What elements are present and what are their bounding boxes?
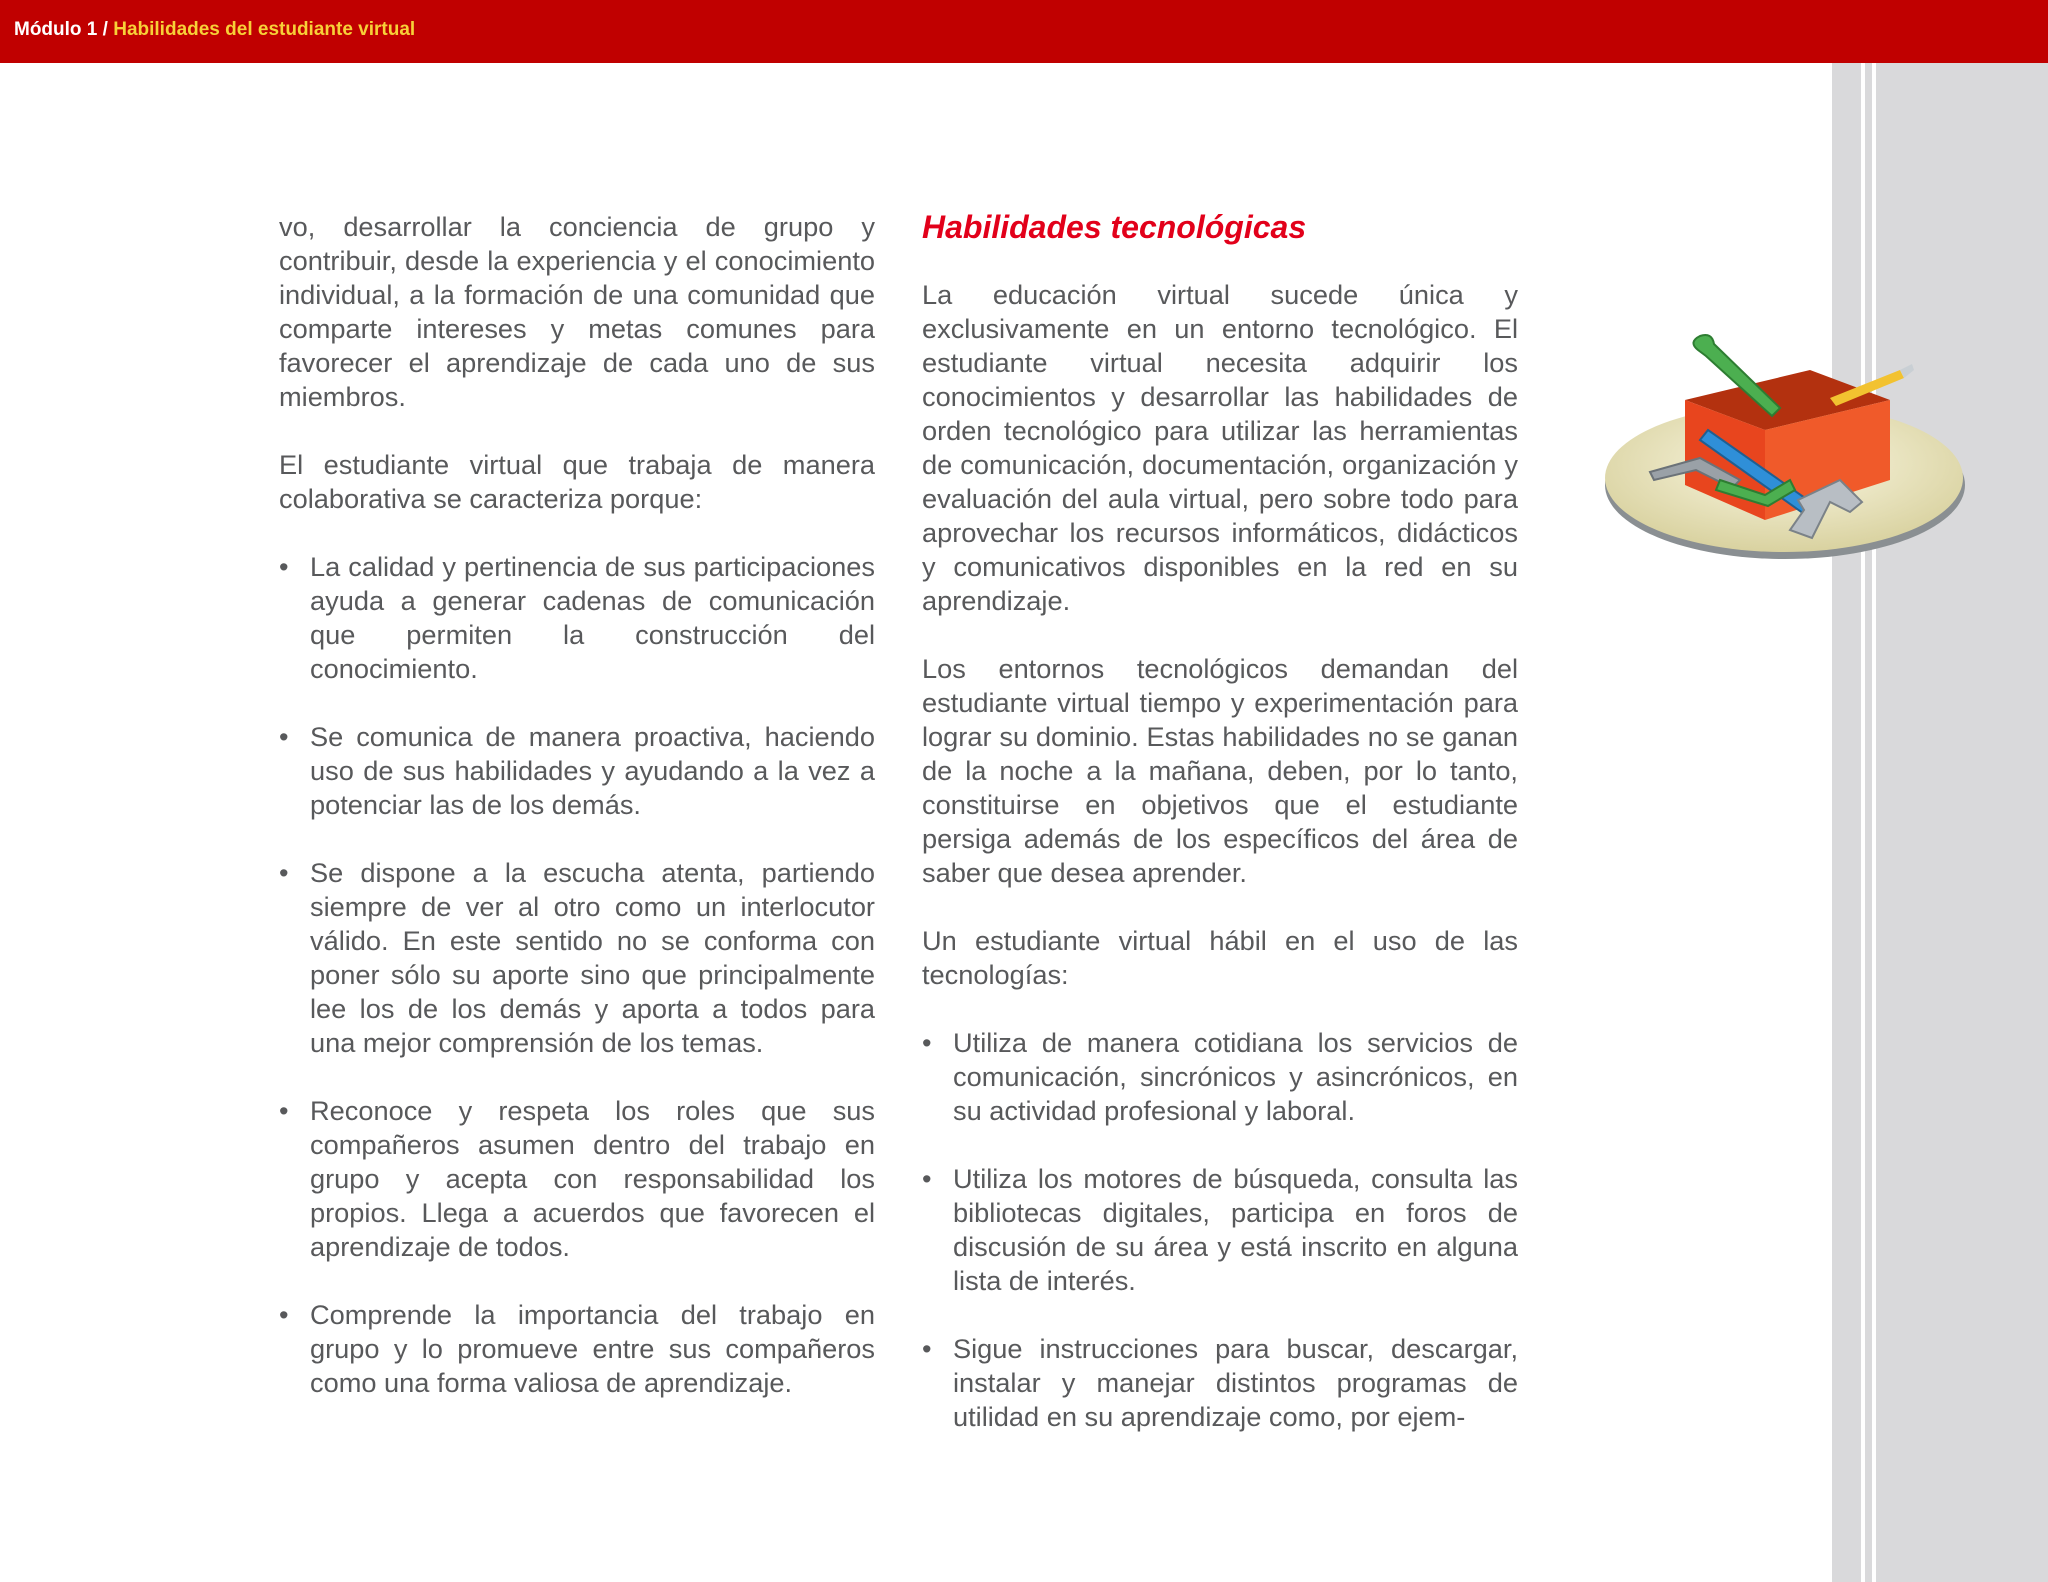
right-column [922,210,1518,1468]
breadcrumb [14,19,415,41]
toolbox-illustration [1600,330,1970,575]
intro-paragraph: vo, desarrollar la conciencia de grupo y contribuir, desde la experiencia y el conocimiento individual, a la formación de una comunidad que comparte intereses y metas comunes para favorecer el aprendizaje de cada uno de sus miembros. [279,211,875,412]
band-stripe [1872,63,1876,1582]
header-bar [0,0,2048,63]
bullet-list [922,1026,1518,1434]
lead-paragraph: El estudiante virtual que trabaja de manera colaborativa se caracteriza porque: [279,449,875,514]
list-item: • Sigue instrucciones para buscar, descargar, instalar y manejar distintos programas de utilidad en su aprendizaje como, por ejem- [922,1332,1518,1434]
list-item: • Se dispone a la escucha atenta, partiendo siempre de ver al otro como un interlocutor válido. En este sentido no se conforma con poner sólo su aporte sino que principalmente lee los de los demás y aporta a todos para una mejor comprensión de los temas. [279,856,875,1060]
list-item: • Se comunica de manera proactiva, haciendo uso de sus habilidades y ayudando a la vez a potenciar las de los demás. [279,720,875,822]
list-item: • Reconoce y respeta los roles que sus compañeros asumen dentro del trabajo en grupo y acepta con responsabilidad los propios. Llega a acuerdos que favorecen el aprendizaje de todos. [279,1094,875,1264]
list-item: • La calidad y pertinencia de sus participaciones ayuda a generar cadenas de comunicación que permiten la construcción del conocimiento. [279,550,875,686]
paragraph: Los entornos tecnológicos demandan del estudiante virtual tiempo y experimentación para lograr su dominio. Estas habilidades no se ganan de la noche a la mañana, deben, por lo tanto, constituirse en objetivos que el estudiante persiga además de los específicos del área de saber que desea aprender. [922,653,1518,888]
left-column [279,210,875,1434]
list-item: • Comprende la importancia del trabajo en grupo y lo promueve entre sus compañeros como una forma valiosa de aprendizaje. [279,1298,875,1400]
list-item: • Utiliza de manera cotidiana los servicios de comunicación, sincrónicos y asincrónicos, en su actividad profesional y laboral. [922,1026,1518,1128]
decorative-side-band [1832,63,2048,1582]
paragraph: Un estudiante virtual hábil en el uso de las tecnologías: [922,925,1518,990]
band-stripe [1861,63,1865,1582]
paragraph: La educación virtual sucede única y exclusivamente en un entorno tecnológico. El estudiante virtual necesita adquirir los conocimientos y desarrollar las habilidades de orden tecnológico para utilizar las herramientas de comunicación, documentación, organización y evaluación del aula virtual, pero sobre todo para aprovechar los recursos informáticos, didácticos y comunicativos disponibles en la red en su aprendizaje. [922,279,1518,616]
section-heading: Habilidades tecnológicas [922,209,1307,245]
bullet-list [279,550,875,1400]
breadcrumb-module[interactable]: Módulo 1 [14,19,98,40]
list-item: • Utiliza los motores de búsqueda, consulta las bibliotecas digitales, participa en foros de discusión de su área y está inscrito en alguna lista de interés. [922,1162,1518,1298]
breadcrumb-section: Habilidades del estudiante virtual [113,19,416,40]
toolbox-icon [1600,330,1970,575]
breadcrumb-separator: / [97,19,114,40]
